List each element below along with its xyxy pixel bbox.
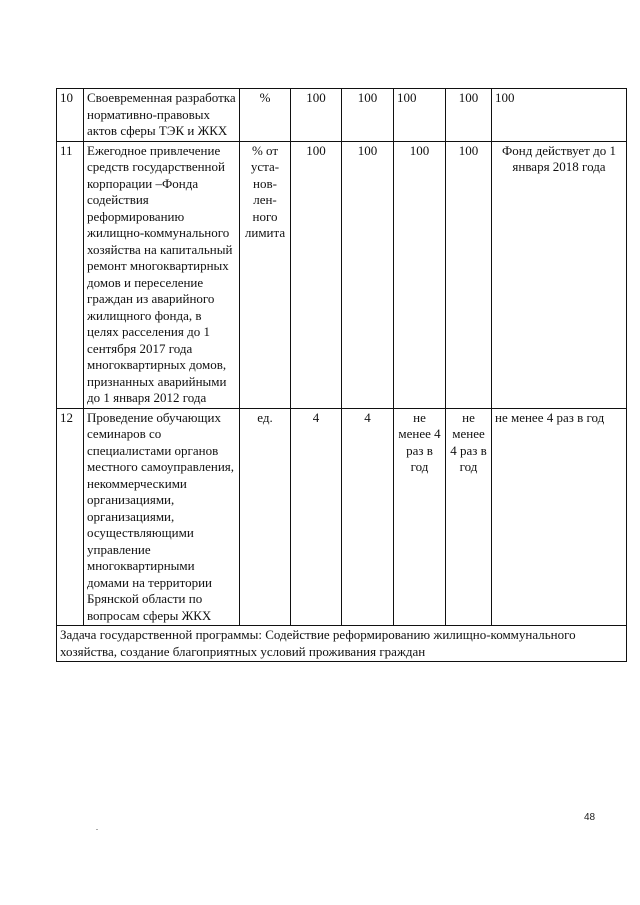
program-task: Задача государственной программы: Содействие реформированию жилищно-коммунального хозяйства, создание благоприятных условий проживания граждан [57,626,627,662]
note-cell: 100 [492,89,627,142]
unit-cell: % от уста-нов-лен-ного лимита [240,141,291,408]
value-cell-3: 100 [394,89,446,142]
value-cell-3: не менее 4 раз в год [394,408,446,626]
unit-cell: % [240,89,291,142]
row-number: 10 [57,89,84,142]
table-row [57,408,627,626]
value-cell-1: 100 [291,141,342,408]
value-cell-3: 100 [394,141,446,408]
value-cell-4: 100 [446,141,492,408]
value-cell-2: 100 [342,89,394,142]
value-cell-2: 100 [342,141,394,408]
indicator-name: Своевременная разработка нормативно-правовых актов сферы ТЭК и ЖКХ [84,89,240,142]
scan-dot [96,829,98,830]
table-row [57,141,627,408]
value-cell-4: 100 [446,89,492,142]
indicators-table [56,88,627,662]
table-row [57,89,627,142]
task-row [57,626,627,662]
unit-cell: ед. [240,408,291,626]
note-cell: Фонд действует до 1 января 2018 года [492,141,627,408]
row-number: 12 [57,408,84,626]
indicator-name: Проведение обучающих семинаров со специалистами органов местного самоуправления, некоммерческими организациями, организациями, осуществляющими управление многоквартирными домами на территории Брянской области по вопросам сферы ЖКХ [84,408,240,626]
value-cell-4: не менее 4 раз в год [446,408,492,626]
page-number: 48 [584,812,596,823]
value-cell-1: 4 [291,408,342,626]
value-cell-1: 100 [291,89,342,142]
value-cell-2: 4 [342,408,394,626]
note-cell: не менее 4 раз в год [492,408,627,626]
indicator-name: Ежегодное привлечение средств государственной корпорации –Фонда содействия реформированию жилищно-коммунального хозяйства на капитальный ремонт многоквартирных домов и переселение граждан из аварийного жилищного фонда, в целях расселения до 1 сентября 2017 года многоквартирных домов, признанных аварийными до 1 января 2012 года [84,141,240,408]
row-number: 11 [57,141,84,408]
